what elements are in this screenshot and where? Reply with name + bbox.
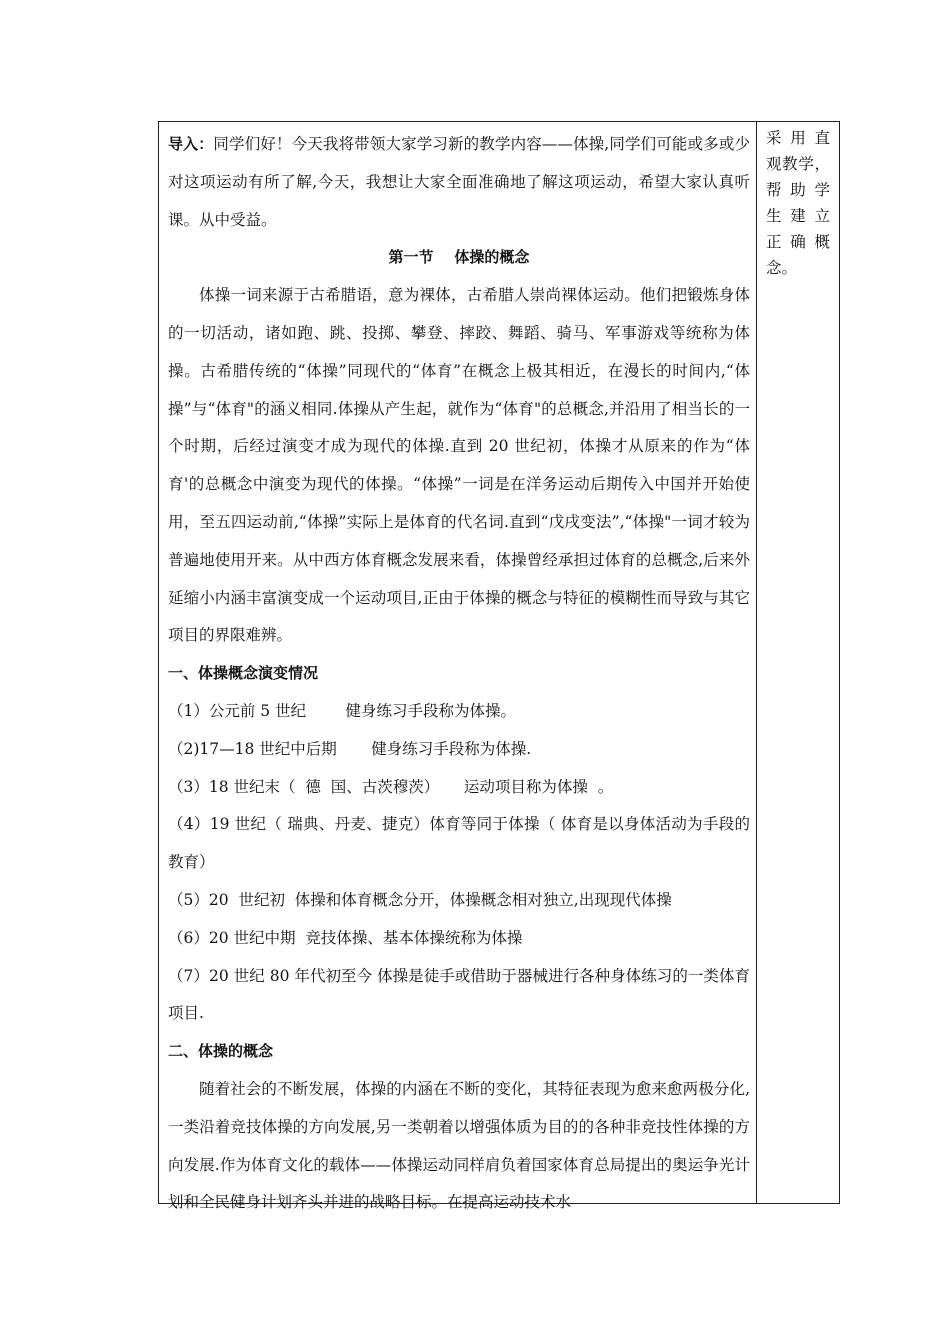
intro-label: 导入： bbox=[168, 135, 214, 153]
content-cell bbox=[159, 122, 757, 1212]
evolution-item: （3）18 世纪末（ 德 国、古茨穆茨） 运动项目称为体操 。 bbox=[168, 777, 614, 796]
lesson-table bbox=[158, 121, 840, 1212]
concept-development-paragraph: 随着社会的不断发展，体操的内涵在不断的变化，其特征表现为愈来愈两极分化,一类沿着竞技体操的方向发展,另一类朝着以增强体质为目的的各种非竞技性体操的方向发展.作为体育文化的载体——体操运动同样肩负着国家体育总局提出的奥运争光计划和全民健身计划齐头并进的战略目标。在提高运动技术水 bbox=[168, 1079, 750, 1212]
heading-concept: 二、体操的概念 bbox=[168, 1042, 274, 1061]
concept-origin-paragraph: 体操一词来源于古希腊语，意为裸体，古希腊人崇尚裸体运动。他们把锻炼身体的一切活动，诸如跑、跳、投掷、攀登、摔跤、舞蹈、骑马、军事游戏等统称为体操。古希腊传统的“体操”同现代的“体育”在概念上极其相近，在漫长的时间内,“体操”与“体育"的涵义相同.体操从产生起，就作为“体育"的总概念,并沿用了相当长的一个时期，后经过演变才成为现代的体操.直到 20 世纪初，体操才从原来的作为“体育'的总概念中演变为现代的体操。“体操”一词是在洋务运动后期传入中国并开始使用，至五四运动前,“体操”实际上是体育的代名词.直到“戊戌变法”,“体操"一词才较为普遍地使用开来。从中西方体育概念发展来看，体操曾经承担过体育的总概念,后来外延缩小内涵丰富演变成一个运动项目,正由于体操的概念与特征的模糊性而导致与其它项目的界限难辨。 bbox=[168, 286, 750, 645]
intro-text: 同学们好！今天我将带领大家学习新的教学内容——体操,同学们可能或多或少对这项运动有所了解,今天，我想让大家全面准确地了解这项运动，希望大家认真听课。从中受益。 bbox=[168, 135, 750, 229]
note-line: 观教学， bbox=[766, 155, 830, 173]
note-line: 采 用 直 bbox=[766, 129, 830, 147]
evolution-item: （2)17—18 世纪中后期 健身练习手段称为体操. bbox=[168, 739, 532, 758]
evolution-item: （7）20 世纪 80 年代初至今 体操是徒手或借助于器械进行各种身体练习的一类体育项目. bbox=[168, 966, 750, 1023]
evolution-item: （5）20 世纪初 体操和体育概念分开，体操概念相对独立,出现现代体操 bbox=[168, 890, 672, 909]
evolution-item: （4）19 世纪（ 瑞典、丹麦、捷克）体育等同于体操（ 体育是以身体活动为手段的教育） bbox=[168, 815, 750, 872]
intro-paragraph bbox=[168, 126, 750, 239]
note-line: 正 确 概 bbox=[766, 233, 830, 251]
note-line: 帮 助 学 bbox=[766, 181, 830, 199]
heading-evolution: 一、体操概念演变情况 bbox=[168, 664, 319, 683]
teaching-method-note bbox=[757, 122, 839, 1203]
section-title: 第一节 体操的概念 bbox=[388, 248, 530, 267]
evolution-item: （1）公元前 5 世纪 健身练习手段称为体操。 bbox=[168, 701, 516, 720]
note-line: 念。 bbox=[766, 259, 798, 277]
note-line: 生 建 立 bbox=[766, 207, 830, 225]
evolution-item: （6）20 世纪中期 竞技体操、基本体操统称为体操 bbox=[168, 928, 523, 947]
